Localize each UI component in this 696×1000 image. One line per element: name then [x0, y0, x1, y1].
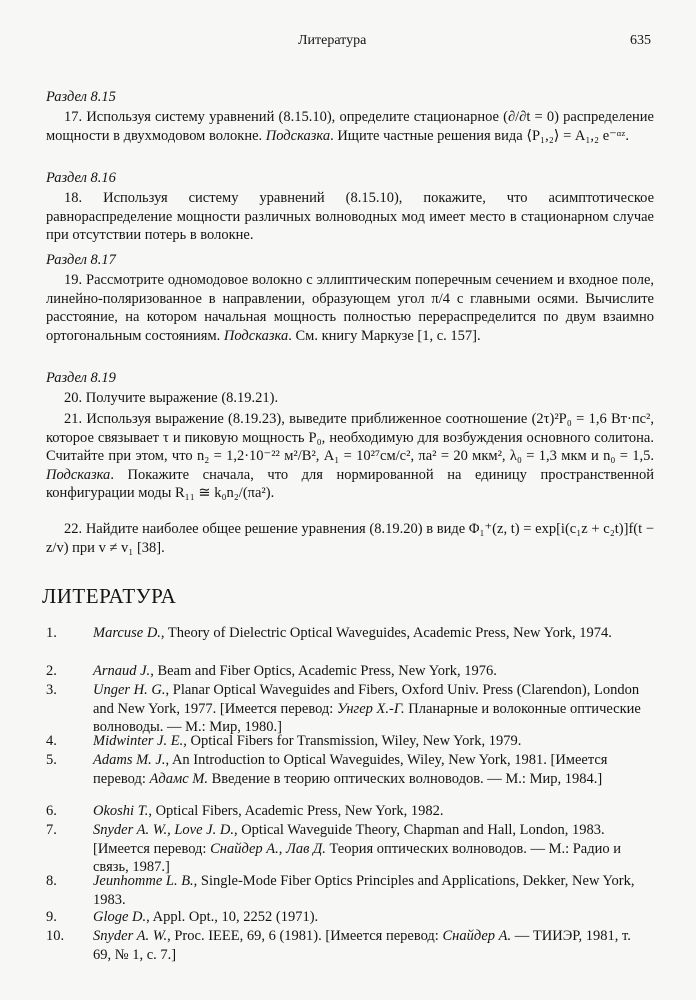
section-label: Раздел 8.19	[46, 370, 116, 386]
exercise-paragraph: 20. Получите выражение (8.19.21).	[64, 390, 279, 406]
page-header	[0, 33, 696, 53]
exercise-paragraph: 22. Найдите наиболее общее решение уравнения (8.19.20) в виде Φ₁⁺(z, t) = exp[i(c₁z + c₂t)]f(t − z/v) при v ≠ v₁ [38].	[46, 521, 654, 556]
running-title: Литература	[298, 33, 367, 48]
section-label: Раздел 8.15	[46, 89, 116, 105]
exercise-paragraph: 17. Используя систему уравнений (8.15.10), определите стационарное (∂/∂t = 0) распределение мощности в двухмодовом волокне. Подсказка. Ищите частные решения вида ⟨P₁,₂⟩ = A₁,₂ e⁻ᵅᶻ.	[46, 109, 654, 144]
exercise-paragraph: 21. Используя выражение (8.19.23), выведите приближенное соотношение (2τ)²P₀ = 1,6 Вт·пс², которое связывает τ и пиковую мощность P₀, необходимую для возбуждения основного солитона. Считайте при этом, что n₂ = 1,2·10⁻²² м²/В², A₁ = 10²⁷см/c², πa² = 20 мкм², λ₀ = 1,3 мкм и n₀ = 1,5. Подсказка. Покажите сначала, что для нормированной на единицу пространственной конфигурации моды R₁₁ ≅ k₀n₂/(πa²).	[46, 411, 654, 502]
exercise-paragraph: 18. Используя систему уравнений (8.15.10), покажите, что асимптотическое равнораспределение мощности различных волноводных мод имеет место в стационарном случае при отсутствии потерь в волокне.	[46, 190, 655, 244]
section-label: Раздел 8.16	[46, 170, 116, 186]
references-heading: ЛИТЕРАТУРА	[42, 584, 177, 608]
section-label: Раздел 8.17	[46, 252, 116, 268]
page-number: 635	[630, 33, 651, 48]
exercise-paragraph: 19. Рассмотрите одномодовое волокно с эллиптическим поперечным сечением и входное поле, линейно-поляризованное в направлении, образующем угол π/4 с главными осями. Вычислите расстояние, на котором начальная мощность полностью перераспределится по двум взаимно ортогональным состояниям. Подсказка. См. книгу Маркузе [1, с. 157].	[46, 272, 654, 344]
